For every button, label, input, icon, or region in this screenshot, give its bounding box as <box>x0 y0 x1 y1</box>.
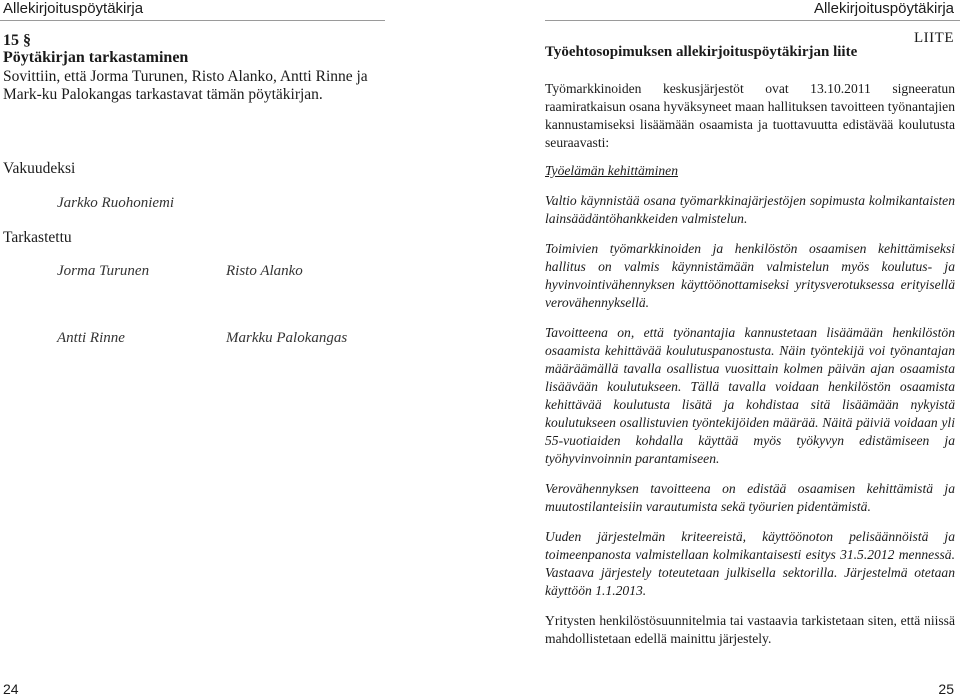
paragraph: Verovähennyksen tavoitteena on edistää osaamisen kehittämistä ja muutostilanteisiin varautumista sekä työurien pidentämistä. <box>545 481 955 514</box>
paragraph: Tavoitteena on, että työnantajia kannustetaan lisäämään henkilöstön osaamista kehittävää koulutuspanostusta. Näin työntekijä voi työnantajan määräämällä tavalla osallistua vuosittain kolmen päivän ajan osaamista lisäävään koulutukseen. Tällä tavalla voidaan henkilöstön osaamista kehittävää koulutusta lisätä ja kohdistaa sitä lisäämään nykyistä koulutukseen osallistuvien työntekijöiden määrää. Näitä päiviä voidaan yli 55-vuotiaiden kohdalla käyttää myös työkyvyn edistämiseen ja työhyvinvoinnin parantamiseen. <box>545 325 955 466</box>
paragraph: Toimivien työmarkkinoiden ja henkilöstön osaamisen kehittämiseksi hallitus on valmis käynnistämään valmistelun myös koulutus- ja hyvinvointivähennyksen käyttöönottamiseksi yritysverotuksessa erityisellä verovähennyksellä. <box>545 241 955 310</box>
signer-name: Risto Alanko <box>226 263 303 279</box>
signer-name: Jorma Turunen <box>57 263 150 279</box>
left-header-rule <box>0 20 385 21</box>
checked-label: Tarkastettu <box>3 229 72 246</box>
attachment-label: LIITE <box>914 30 954 46</box>
intro-paragraph: Työmarkkinoiden keskusjärjestöt ovat 13.10.2011 signeeratun raamiratkaisun osana hyväksyneet maan hallituksen tavoitteen työnantajien kannustamiseksi lisäämään osaamista ja tuottavuutta edistävää koulutusta seuraavasti: <box>545 81 955 150</box>
paragraph: Valtio käynnistää osana työmarkkinajärjestöjen sopimusta kolmikantaisten lainsäädäntöhankkeiden valmistelun. <box>545 193 955 226</box>
section-number: 15 § <box>3 32 31 49</box>
left-page-header: Allekirjoituspöytäkirja <box>3 0 144 17</box>
right-header-rule <box>545 20 960 21</box>
paragraph: Uuden järjestelmän kriteereistä, käyttöönoton pelisäännöistä ja toimeenpanosta valmistellaan kolmikantaisesti esitys 31.5.2012 mennessä. Vastaava järjestely toteutetaan julkisella sektorilla. Järjestelmä otetaan käyttöön 1.1.2013. <box>545 529 955 598</box>
right-page-number: 25 <box>938 681 954 697</box>
left-page-number: 24 <box>3 681 19 697</box>
signer-name: Antti Rinne <box>57 330 125 346</box>
subheading: Työelämän kehittäminen <box>545 163 679 178</box>
right-page-header: Allekirjoituspöytäkirja <box>813 0 954 17</box>
final-paragraph: Yritysten henkilöstösuunnitelmia tai vastaavia tarkistetaan siten, että niissä mahdollistetaan edellä mainittu järjestely. <box>545 613 955 646</box>
attachment-title: Työehtosopimuksen allekirjoituspöytäkirjan liite <box>545 44 858 60</box>
attest-label: Vakuudeksi <box>3 160 76 177</box>
attest-signer: Jarkko Ruohoniemi <box>57 195 175 211</box>
signer-name: Markku Palokangas <box>226 330 348 346</box>
section-title: Pöytäkirjan tarkastaminen <box>3 49 189 66</box>
section-body: Sovittiin, että Jorma Turunen, Risto Alanko, Antti Rinne ja Mark-ku Palokangas tarkastavat tämän pöytäkirjan. <box>3 68 368 103</box>
attachment-body <box>545 80 955 660</box>
